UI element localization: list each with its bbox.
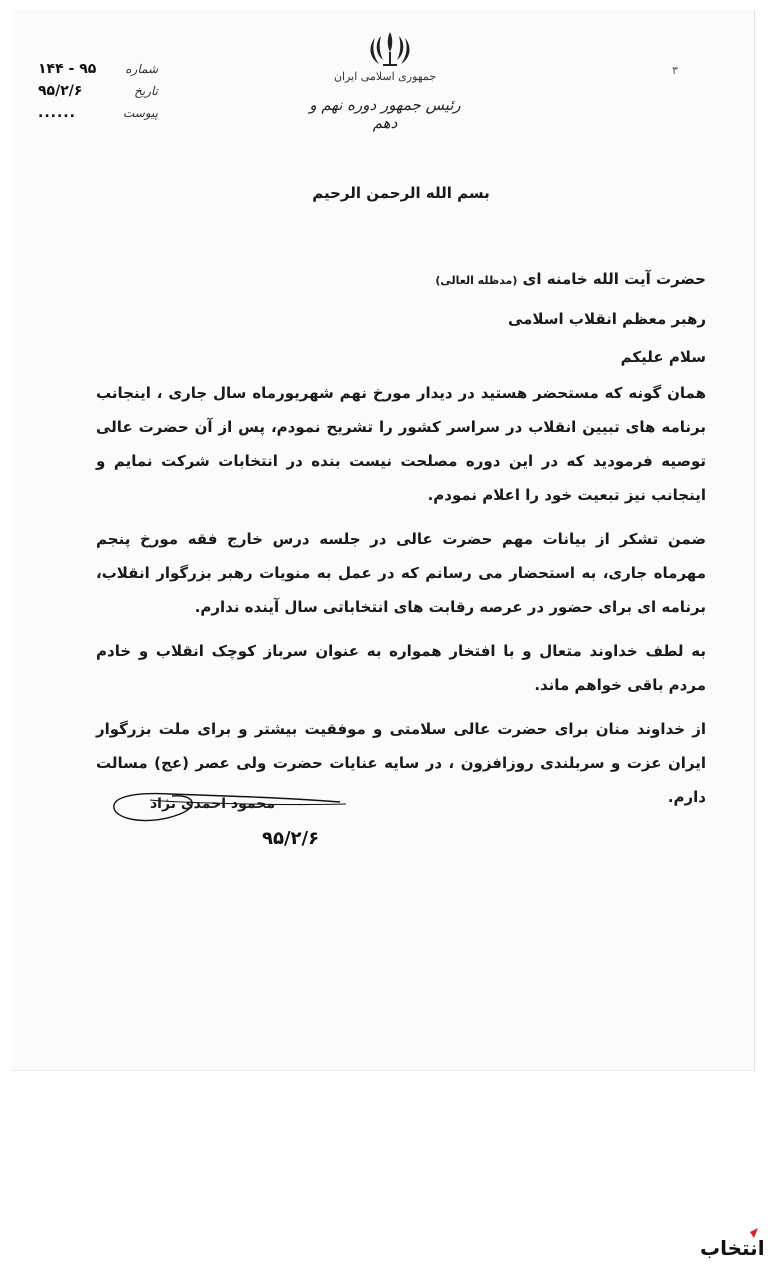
meta-date-row [38,80,158,102]
logo-text: انتخاب [700,1236,765,1260]
greeting: سلام علیکم [620,348,706,366]
signature-date: ۹۵/۲/۶ [262,828,320,849]
bismillah: بسم الله الرحمن الرحیم [312,184,490,202]
meta-attachment-value: ...... [38,105,76,121]
meta-number-value: ۹۵ - ۱۴۴ [38,61,97,77]
paragraph-4: از خداوند منان برای حضرت عالی سلامتی و موفقیت بیشتر و برای ملت بزرگوار ایران عزت و سربلندی روزافزون ، در سایه عنایات حضرت ولی عصر (عج) مسالت دارم. [96,720,706,806]
meta-date-label: تاریخ [134,84,158,98]
addressee-honorific: (مدظله العالی) [435,274,518,287]
corner-mark: ۳ [672,64,678,77]
letter-meta [38,58,158,124]
addressee-name: حضرت آیت الله خامنه ای [522,270,706,288]
iran-emblem-icon [365,28,415,70]
addressee-title: رهبر معظم انقلاب اسلامی [507,310,706,328]
meta-attachment-label: پیوست [123,106,158,120]
paragraph-3: به لطف خداوند متعال و با افتخار همواره به عنوان سرباز کوچک انقلاب و خادم مردم باقی خواهم ماند. [96,642,706,694]
meta-date-value: ۹۵/۲/۶ [38,83,83,99]
paragraph-2: ضمن تشکر از بیانات مهم حضرت عالی در جلسه درس خارج فقه مورخ پنجم مهرماه جاری، به استحضار می رسانم که در عمل به منویات رهبر بزرگوار انقلاب، برنامه ای برای حضور در عرصه رقابت های انتخاباتی سال آینده ندارم. [96,530,706,616]
letterhead-office: رئیس جمهور دوره نهم و دهم [309,96,461,132]
signer-name: محمود احمدی نژاد [150,796,275,812]
meta-number-row [38,58,158,80]
letterhead-country: جمهوری اسلامی ایران [333,70,437,83]
letter-body [96,176,706,824]
meta-number-label: شماره [125,62,158,76]
side-margin-note [18,890,32,1050]
meta-attachment-row [38,102,158,124]
addressee [96,262,706,298]
paragraph-1: همان گونه که مستحضر هستید در دیدار مورخ نهم شهریورماه سال جاری ، اینجانب برنامه های تبیین انقلاب در سراسر کشور را تشریح نمودم، پس از آن حضرت عالی توصیه فرمودید که در این دوره مصلحت نیست بنده در انتخابات شرکت نمایم و اینجانب نیز تبعیت خود را اعلام نمودم. [96,384,706,504]
